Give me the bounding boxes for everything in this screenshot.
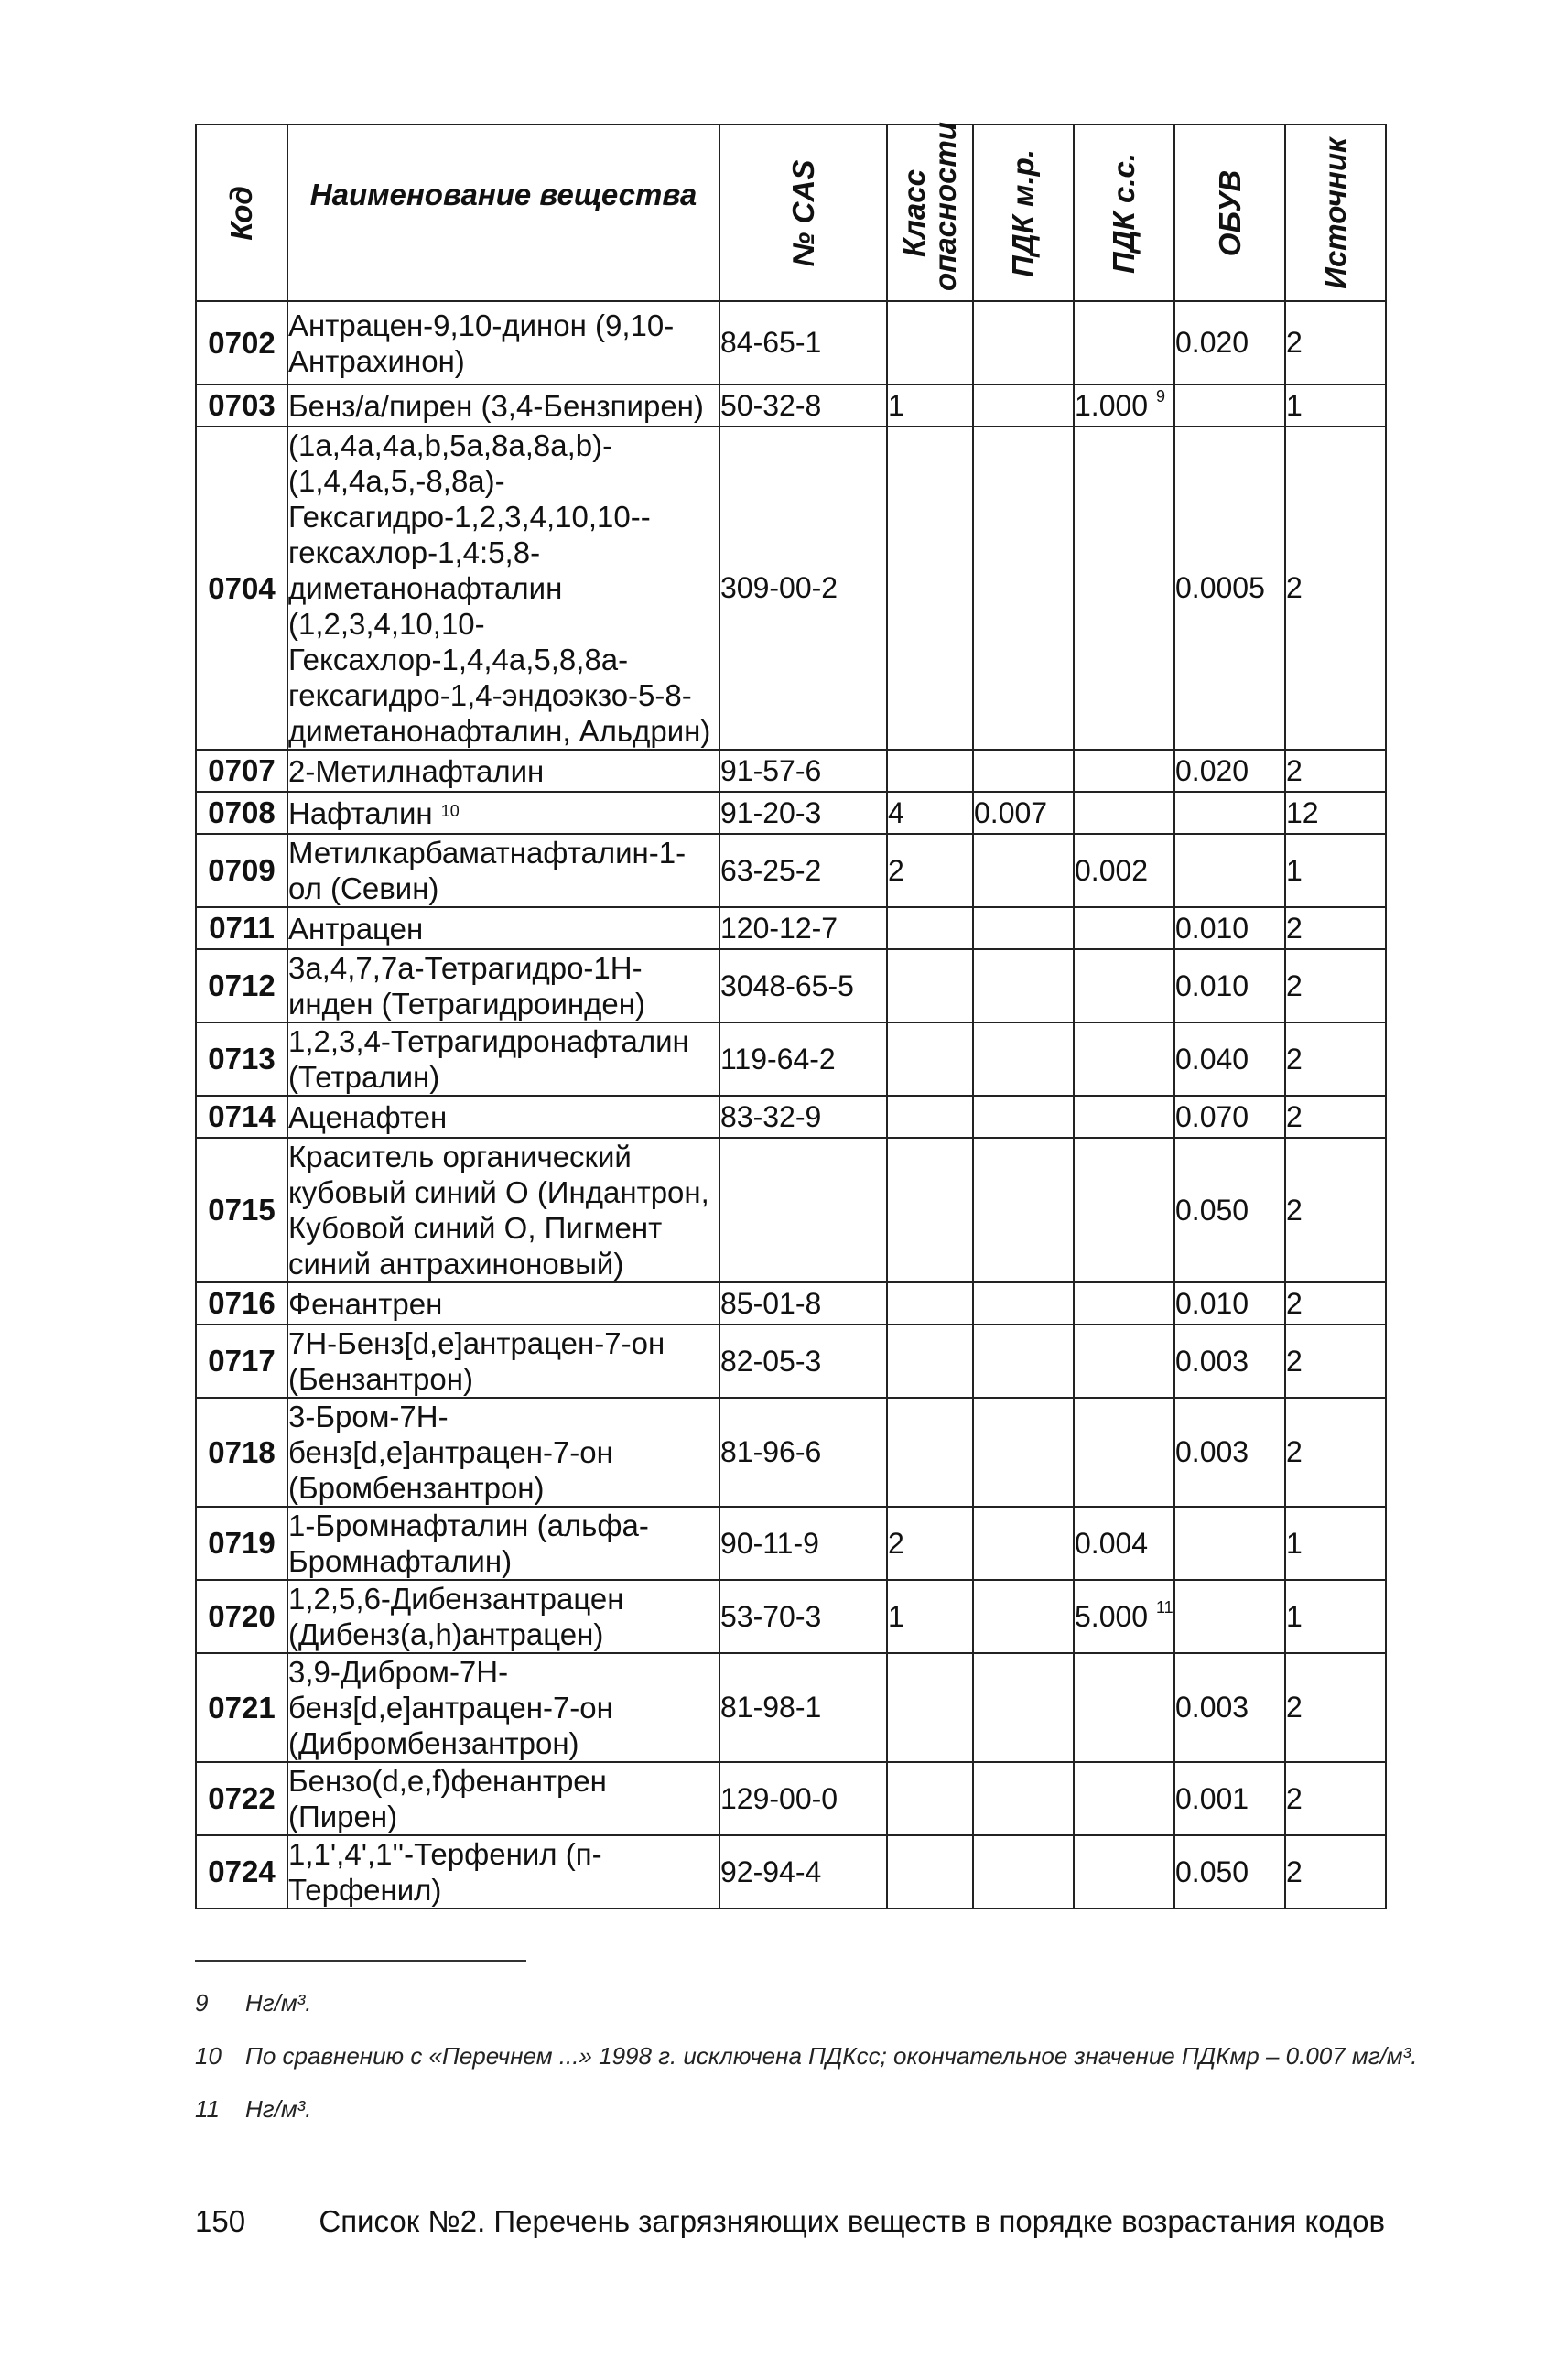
cell-value: 0.007 xyxy=(974,795,1048,829)
cell-cas xyxy=(719,1580,887,1653)
cell-obuv xyxy=(1174,1022,1285,1096)
cell-source xyxy=(1285,1282,1386,1325)
cell-value: 0.0005 xyxy=(1175,571,1265,604)
cell-value: 2 xyxy=(1286,968,1303,1002)
cell-name xyxy=(287,1138,719,1282)
cell-cas xyxy=(719,1282,887,1325)
cell-pdk-ss xyxy=(1074,907,1174,949)
cell-pdk-ss xyxy=(1074,1653,1174,1762)
cell-value: 0.004 xyxy=(1075,1526,1149,1560)
cell-value: 309-00-2 xyxy=(720,571,838,604)
cell-hazard xyxy=(887,1398,973,1507)
substance-name: Бенз/а/пирен (3,4-Бензпирен) xyxy=(288,388,704,423)
substance-name: Аценафтен xyxy=(288,1099,448,1134)
cell-value: 1 xyxy=(888,1599,904,1633)
cell-code: 0719 xyxy=(196,1507,287,1580)
cell-value: 63-25-2 xyxy=(720,853,822,887)
cell-code: 0709 xyxy=(196,834,287,907)
cell-value: 119-64-2 xyxy=(720,1042,836,1076)
substance-name: 3a,4,7,7a-Тетрагидро-1Н-инден (Тетрагидроинден) xyxy=(288,951,645,1021)
cell-pdk-mr xyxy=(973,1398,1074,1507)
footnote-ref: 11 xyxy=(1155,1597,1173,1617)
cell-pdk-mr xyxy=(973,1762,1074,1835)
cell-pdk-ss xyxy=(1074,427,1174,750)
cell-cas xyxy=(719,1835,887,1909)
cell-obuv xyxy=(1174,834,1285,907)
cell-pdk-mr xyxy=(973,427,1074,750)
cell-obuv xyxy=(1174,384,1285,427)
cell-source xyxy=(1285,1580,1386,1653)
cell-name xyxy=(287,1580,719,1653)
substance-name: 1-Бромнафталин (альфа-Бромнафталин) xyxy=(288,1509,649,1578)
cell-code: 0704 xyxy=(196,427,287,750)
cell-source xyxy=(1285,1096,1386,1138)
cell-value: 2 xyxy=(1286,1042,1303,1076)
header-obuv: ОБУВ xyxy=(1174,124,1285,301)
cell-hazard xyxy=(887,384,973,427)
table-row xyxy=(196,1282,1386,1325)
cell-value: 120-12-7 xyxy=(720,911,838,945)
cell-name xyxy=(287,834,719,907)
substance-name: Краситель органический кубовый синий О (Индантрон, Кубовой синий О, Пигмент синий антрахиноновый) xyxy=(288,1140,709,1281)
cell-hazard xyxy=(887,949,973,1022)
substance-name: Бензо(d,e,f)фенантрен (Пирен) xyxy=(288,1764,607,1833)
cell-code: 0724 xyxy=(196,1835,287,1909)
cell-cas xyxy=(719,792,887,834)
substances-table xyxy=(195,121,1387,1909)
table-row xyxy=(196,1096,1386,1138)
cell-pdk-ss xyxy=(1074,1282,1174,1325)
cell-cas xyxy=(719,750,887,792)
cell-value: 0.002 xyxy=(1075,853,1149,887)
cell-name xyxy=(287,1096,719,1138)
cell-source xyxy=(1285,1022,1386,1096)
cell-value: 84-65-1 xyxy=(720,326,822,359)
cell-obuv xyxy=(1174,1653,1285,1762)
cell-pdk-mr xyxy=(973,384,1074,427)
cell-pdk-mr xyxy=(973,1507,1074,1580)
cell-pdk-ss xyxy=(1074,1835,1174,1909)
cell-hazard xyxy=(887,1138,973,1282)
cell-source xyxy=(1285,792,1386,834)
cell-value: 1 xyxy=(1286,388,1303,422)
cell-obuv xyxy=(1174,949,1285,1022)
footnote-number: 10 xyxy=(195,2042,222,2070)
cell-pdk-ss xyxy=(1074,301,1174,384)
table-row xyxy=(196,1138,1386,1282)
cell-pdk-mr xyxy=(973,1325,1074,1398)
cell-value: 91-57-6 xyxy=(720,753,822,787)
table-row xyxy=(196,949,1386,1022)
cell-value: 0.050 xyxy=(1175,1193,1249,1227)
cell-cas xyxy=(719,1138,887,1282)
cell-value: 0.040 xyxy=(1175,1042,1249,1076)
cell-obuv xyxy=(1174,750,1285,792)
substance-name: (1a,4a,4a,b,5a,8a,8a,b)-(1,4,4a,5,-8,8a)-Гексагидро-1,2,3,4,10,10--гексахлор-1,4:5,8-диметанонафталин (1,2,3,4,10,10-Гексахлор-1,4,4a,5,8,8a-гексагидро-1,4-эндоэкзо-5-8-диметанонафталин, Альдрин) xyxy=(288,428,711,748)
cell-value: 85-01-8 xyxy=(720,1286,822,1320)
cell-value: 3048-65-5 xyxy=(720,968,854,1002)
table-row xyxy=(196,1835,1386,1909)
cell-code: 0711 xyxy=(196,907,287,949)
footnote-ref: 9 xyxy=(1155,386,1165,406)
substance-name: 1,2,3,4-Тетрагидронафталин (Тетралин) xyxy=(288,1024,689,1094)
cell-name xyxy=(287,1653,719,1762)
table-row xyxy=(196,834,1386,907)
cell-code: 0715 xyxy=(196,1138,287,1282)
cell-hazard xyxy=(887,1507,973,1580)
substance-name: Антрацен-9,10-динон (9,10-Антрахинон) xyxy=(288,308,675,378)
cell-hazard xyxy=(887,1762,973,1835)
cell-value: 0.003 xyxy=(1175,1691,1249,1724)
cell-code: 0702 xyxy=(196,301,287,384)
cell-obuv xyxy=(1174,792,1285,834)
cell-obuv xyxy=(1174,427,1285,750)
cell-value: 2 xyxy=(1286,1286,1303,1320)
cell-value: 0.070 xyxy=(1175,1099,1249,1133)
cell-hazard xyxy=(887,301,973,384)
cell-pdk-mr xyxy=(973,834,1074,907)
cell-value: 0.001 xyxy=(1175,1781,1249,1815)
cell-pdk-ss xyxy=(1074,384,1174,427)
cell-value: 5.000 xyxy=(1075,1599,1149,1633)
footnote-text: По сравнению с «Перечнем ...» 1998 г. исключена ПДКсс; окончательное значение ПДКмр – 0.007 мг/м³. xyxy=(245,2042,1418,2070)
footnote xyxy=(195,2042,1418,2071)
table-row xyxy=(196,1507,1386,1580)
cell-name xyxy=(287,1507,719,1580)
cell-value: 0.050 xyxy=(1175,1855,1249,1888)
cell-hazard xyxy=(887,792,973,834)
cell-pdk-ss xyxy=(1074,1022,1174,1096)
cell-cas xyxy=(719,1325,887,1398)
cell-value: 50-32-8 xyxy=(720,388,822,422)
cell-value: 2 xyxy=(1286,1855,1303,1888)
cell-source xyxy=(1285,949,1386,1022)
cell-name xyxy=(287,1762,719,1835)
cell-pdk-mr xyxy=(973,1282,1074,1325)
cell-pdk-mr xyxy=(973,1580,1074,1653)
cell-code: 0708 xyxy=(196,792,287,834)
cell-name xyxy=(287,949,719,1022)
cell-pdk-ss xyxy=(1074,1507,1174,1580)
cell-name xyxy=(287,1398,719,1507)
cell-value: 1 xyxy=(1286,1599,1303,1633)
cell-cas xyxy=(719,427,887,750)
cell-hazard xyxy=(887,427,973,750)
footnote xyxy=(195,1989,312,2017)
cell-pdk-mr xyxy=(973,1022,1074,1096)
cell-value: 2 xyxy=(1286,571,1303,604)
cell-code: 0707 xyxy=(196,750,287,792)
footnote-divider xyxy=(195,1960,526,1962)
cell-value: 2 xyxy=(1286,326,1303,359)
cell-source xyxy=(1285,1507,1386,1580)
substance-name: 3,9-Дибром-7Н-бенз[d,e]антрацен-7-он (Дибромбензантрон) xyxy=(288,1655,613,1760)
header-pdk-mr: ПДК м.р. xyxy=(973,124,1074,301)
substance-name: 1,2,5,6-Дибензантрацен (Дибенз(a,h)антрацен) xyxy=(288,1582,624,1651)
cell-value: 129-00-0 xyxy=(720,1781,838,1815)
cell-value: 2 xyxy=(888,853,904,887)
cell-pdk-ss xyxy=(1074,1138,1174,1282)
cell-obuv xyxy=(1174,1096,1285,1138)
cell-source xyxy=(1285,384,1386,427)
cell-hazard xyxy=(887,907,973,949)
cell-value: 2 xyxy=(1286,1193,1303,1227)
cell-obuv xyxy=(1174,1325,1285,1398)
cell-value: 0.010 xyxy=(1175,911,1249,945)
cell-name xyxy=(287,1325,719,1398)
cell-value: 92-94-4 xyxy=(720,1855,822,1888)
table-row xyxy=(196,1398,1386,1507)
cell-cas xyxy=(719,1762,887,1835)
footnote xyxy=(195,2095,312,2124)
cell-obuv xyxy=(1174,1507,1285,1580)
page-number: 150 xyxy=(195,2204,246,2238)
cell-code: 0716 xyxy=(196,1282,287,1325)
table-header-row xyxy=(196,124,1386,301)
table-row xyxy=(196,1325,1386,1398)
cell-obuv xyxy=(1174,1138,1285,1282)
header-name: Наименование вещества xyxy=(287,124,719,301)
cell-value: 90-11-9 xyxy=(720,1526,819,1560)
cell-cas xyxy=(719,301,887,384)
substance-name: 3-Бром-7Н-бенз[d,e]антрацен-7-он (Бромбензантрон) xyxy=(288,1400,613,1505)
cell-pdk-mr xyxy=(973,1653,1074,1762)
cell-source xyxy=(1285,834,1386,907)
cell-code: 0714 xyxy=(196,1096,287,1138)
cell-value: 1 xyxy=(1286,1526,1303,1560)
running-title: Список №2. Перечень загрязняющих веществ в порядке возрастания кодов xyxy=(319,2204,1385,2238)
cell-value: 2 xyxy=(888,1526,904,1560)
cell-value: 53-70-3 xyxy=(720,1599,822,1633)
cell-pdk-ss xyxy=(1074,949,1174,1022)
table-row xyxy=(196,384,1386,427)
cell-name xyxy=(287,792,719,834)
cell-value: 0.020 xyxy=(1175,753,1249,787)
table-row xyxy=(196,792,1386,834)
cell-source xyxy=(1285,1653,1386,1762)
cell-value: 83-32-9 xyxy=(720,1099,822,1133)
cell-code: 0722 xyxy=(196,1762,287,1835)
cell-source xyxy=(1285,1762,1386,1835)
cell-code: 0720 xyxy=(196,1580,287,1653)
cell-source xyxy=(1285,427,1386,750)
cell-hazard xyxy=(887,1580,973,1653)
cell-value: 0.010 xyxy=(1175,968,1249,1002)
cell-obuv xyxy=(1174,1835,1285,1909)
cell-value: 91-20-3 xyxy=(720,795,822,829)
cell-cas xyxy=(719,1398,887,1507)
cell-code: 0712 xyxy=(196,949,287,1022)
cell-obuv xyxy=(1174,1762,1285,1835)
cell-value: 4 xyxy=(888,795,904,829)
substance-name: 7Н-Бенз[d,e]антрацен-7-он (Бензантрон) xyxy=(288,1326,665,1396)
cell-value: 0.003 xyxy=(1175,1344,1249,1378)
cell-value: 2 xyxy=(1286,1435,1303,1468)
cell-pdk-mr xyxy=(973,1835,1074,1909)
cell-cas xyxy=(719,1022,887,1096)
cell-hazard xyxy=(887,1653,973,1762)
header-source: Источник xyxy=(1285,124,1386,301)
header-pdk-ss: ПДК с.с. xyxy=(1074,124,1174,301)
table-row xyxy=(196,1762,1386,1835)
header-code: Код xyxy=(196,124,287,301)
cell-obuv xyxy=(1174,907,1285,949)
cell-value: 0.010 xyxy=(1175,1286,1249,1320)
substance-name: Метилкарбаматнафталин-1-ол (Севин) xyxy=(288,836,687,905)
substance-name: Фенантрен xyxy=(288,1286,443,1321)
header-hazard-class: Класс опасности xyxy=(887,124,973,301)
table-row xyxy=(196,1580,1386,1653)
cell-name xyxy=(287,1835,719,1909)
cell-obuv xyxy=(1174,1282,1285,1325)
cell-code: 0713 xyxy=(196,1022,287,1096)
cell-pdk-ss xyxy=(1074,750,1174,792)
cell-cas xyxy=(719,949,887,1022)
cell-hazard xyxy=(887,1282,973,1325)
cell-hazard xyxy=(887,1325,973,1398)
cell-pdk-mr xyxy=(973,1138,1074,1282)
cell-code: 0703 xyxy=(196,384,287,427)
cell-code: 0717 xyxy=(196,1325,287,1398)
cell-code: 0718 xyxy=(196,1398,287,1507)
cell-name xyxy=(287,907,719,949)
cell-pdk-mr xyxy=(973,792,1074,834)
cell-code: 0721 xyxy=(196,1653,287,1762)
cell-value: 82-05-3 xyxy=(720,1344,822,1378)
cell-cas xyxy=(719,907,887,949)
cell-source xyxy=(1285,750,1386,792)
cell-pdk-ss xyxy=(1074,1325,1174,1398)
cell-name xyxy=(287,301,719,384)
substance-name: Антрацен xyxy=(288,911,424,946)
cell-pdk-ss xyxy=(1074,834,1174,907)
cell-source xyxy=(1285,1138,1386,1282)
cell-value: 81-98-1 xyxy=(720,1691,822,1724)
cell-pdk-mr xyxy=(973,750,1074,792)
cell-cas xyxy=(719,1096,887,1138)
table-row xyxy=(196,750,1386,792)
substance-name: 1,1',4',1''-Терфенил (п-Терфенил) xyxy=(288,1837,602,1907)
cell-pdk-mr xyxy=(973,949,1074,1022)
cell-value: 1.000 xyxy=(1075,388,1149,422)
table-row xyxy=(196,1022,1386,1096)
cell-value: 0.003 xyxy=(1175,1435,1249,1468)
cell-name xyxy=(287,1022,719,1096)
footnote-text: Нг/м³. xyxy=(245,2095,312,2123)
cell-source xyxy=(1285,1325,1386,1398)
footnote-text: Нг/м³. xyxy=(245,1989,312,2017)
cell-cas xyxy=(719,1507,887,1580)
cell-name xyxy=(287,427,719,750)
table-row xyxy=(196,1653,1386,1762)
cell-hazard xyxy=(887,834,973,907)
cell-obuv xyxy=(1174,301,1285,384)
cell-hazard xyxy=(887,1096,973,1138)
cell-name xyxy=(287,1282,719,1325)
cell-pdk-ss xyxy=(1074,1398,1174,1507)
cell-pdk-mr xyxy=(973,1096,1074,1138)
cell-cas xyxy=(719,834,887,907)
cell-pdk-ss xyxy=(1074,1580,1174,1653)
cell-pdk-ss xyxy=(1074,1762,1174,1835)
cell-hazard xyxy=(887,1835,973,1909)
table-row xyxy=(196,427,1386,750)
cell-value: 2 xyxy=(1286,911,1303,945)
cell-value: 2 xyxy=(1286,1099,1303,1133)
footnote-ref: 10 xyxy=(440,801,460,820)
table-row xyxy=(196,907,1386,949)
cell-value: 1 xyxy=(888,388,904,422)
cell-name xyxy=(287,750,719,792)
cell-value: 1 xyxy=(1286,853,1303,887)
cell-source xyxy=(1285,1398,1386,1507)
substance-name: Нафталин xyxy=(288,795,433,830)
table-body xyxy=(196,301,1386,1909)
table-row xyxy=(196,301,1386,384)
cell-pdk-ss xyxy=(1074,1096,1174,1138)
cell-value: 2 xyxy=(1286,1344,1303,1378)
cell-name xyxy=(287,384,719,427)
cell-source xyxy=(1285,907,1386,949)
cell-value: 2 xyxy=(1286,1781,1303,1815)
cell-value: 2 xyxy=(1286,1691,1303,1724)
cell-value: 81-96-6 xyxy=(720,1435,822,1468)
footnote-number: 9 xyxy=(195,1989,209,2017)
cell-pdk-ss xyxy=(1074,792,1174,834)
header-cas: № CAS xyxy=(719,124,887,301)
cell-source xyxy=(1285,1835,1386,1909)
cell-obuv xyxy=(1174,1398,1285,1507)
footnote-number: 11 xyxy=(195,2095,220,2123)
cell-cas xyxy=(719,384,887,427)
cell-cas xyxy=(719,1653,887,1762)
cell-value: 12 xyxy=(1286,795,1319,829)
cell-value: 2 xyxy=(1286,753,1303,787)
cell-pdk-mr xyxy=(973,907,1074,949)
cell-value: 0.020 xyxy=(1175,326,1249,359)
cell-pdk-mr xyxy=(973,301,1074,384)
cell-obuv xyxy=(1174,1580,1285,1653)
cell-hazard xyxy=(887,1022,973,1096)
cell-hazard xyxy=(887,750,973,792)
substance-name: 2-Метилнафталин xyxy=(288,753,545,788)
cell-source xyxy=(1285,301,1386,384)
